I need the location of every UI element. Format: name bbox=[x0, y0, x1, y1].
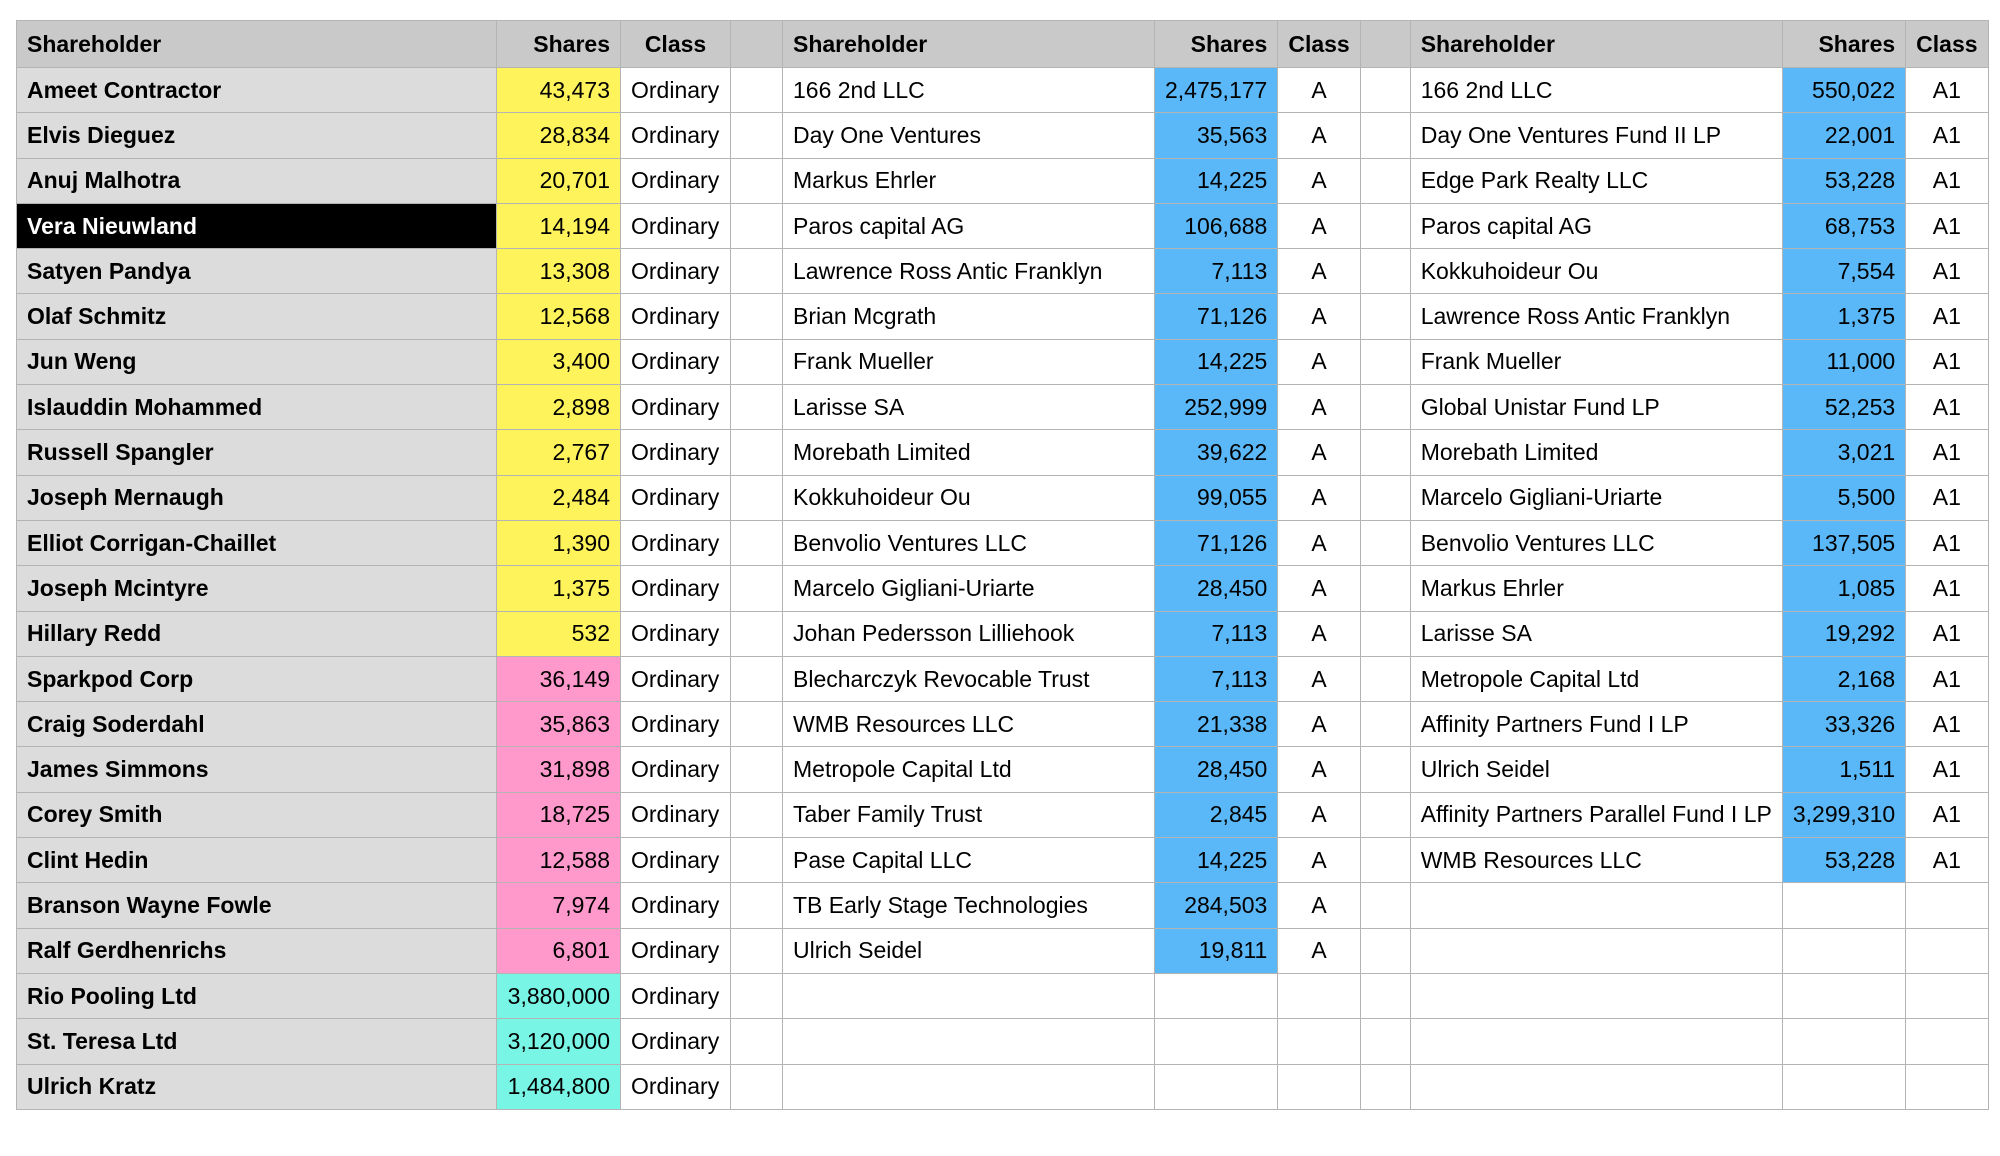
ordinary-shares-cell[interactable]: 18,725 bbox=[497, 792, 621, 837]
class-a-class-cell[interactable]: A bbox=[1278, 792, 1360, 837]
table-row bbox=[17, 339, 1989, 384]
class-a-shareholder-cell[interactable]: Benvolio Ventures LLC bbox=[783, 520, 1155, 565]
class-a1-class-cell[interactable]: A1 bbox=[1906, 611, 1988, 656]
gap-cell[interactable] bbox=[731, 430, 783, 475]
class-a-class-cell[interactable]: A bbox=[1278, 113, 1360, 158]
ordinary-shareholder-cell[interactable]: James Simmons bbox=[17, 747, 497, 792]
gap-cell[interactable] bbox=[1360, 656, 1410, 701]
class-a1-shares-cell[interactable]: 3,021 bbox=[1782, 430, 1905, 475]
ordinary-shares-cell[interactable]: 3,880,000 bbox=[497, 973, 621, 1018]
table-row bbox=[17, 475, 1989, 520]
class-a-shares-cell[interactable]: 14,225 bbox=[1155, 158, 1278, 203]
ordinary-class-cell[interactable]: Ordinary bbox=[621, 1019, 731, 1064]
gap-cell[interactable] bbox=[1360, 475, 1410, 520]
class-a-class-cell[interactable] bbox=[1278, 973, 1360, 1018]
ordinary-shares-cell[interactable]: 7,974 bbox=[497, 883, 621, 928]
class-a1-class-cell[interactable]: A1 bbox=[1906, 838, 1988, 883]
ordinary-shares-cell[interactable]: 35,863 bbox=[497, 702, 621, 747]
class-a1-shares-cell[interactable]: 1,375 bbox=[1782, 294, 1905, 339]
ordinary-class-cell[interactable]: Ordinary bbox=[621, 203, 731, 248]
class-a-shares-cell[interactable]: 19,811 bbox=[1155, 928, 1278, 973]
class-a1-shareholder-cell[interactable]: Metropole Capital Ltd bbox=[1410, 656, 1782, 701]
ordinary-shareholder-cell[interactable]: Ulrich Kratz bbox=[17, 1064, 497, 1109]
ordinary-shares-cell[interactable]: 20,701 bbox=[497, 158, 621, 203]
shareholder-table bbox=[16, 20, 1989, 1110]
class-a1-shareholder-cell[interactable] bbox=[1410, 928, 1782, 973]
class-a-shares-cell[interactable]: 7,113 bbox=[1155, 656, 1278, 701]
table-row bbox=[17, 566, 1989, 611]
class-a1-class-cell[interactable]: A1 bbox=[1906, 158, 1988, 203]
class-a-class-cell[interactable]: A bbox=[1278, 475, 1360, 520]
ordinary-shares-cell[interactable]: 3,400 bbox=[497, 339, 621, 384]
ordinary-shares-cell[interactable]: 1,390 bbox=[497, 520, 621, 565]
class-a1-shares-cell[interactable]: 3,299,310 bbox=[1782, 792, 1905, 837]
gap-cell[interactable] bbox=[731, 249, 783, 294]
gap-cell[interactable] bbox=[1360, 792, 1410, 837]
ordinary-shareholder-cell[interactable]: Branson Wayne Fowle bbox=[17, 883, 497, 928]
gap-cell[interactable] bbox=[731, 158, 783, 203]
class-a1-shareholder-cell[interactable]: Larisse SA bbox=[1410, 611, 1782, 656]
table-row bbox=[17, 385, 1989, 430]
class-a-shareholder-cell[interactable]: Blecharczyk Revocable Trust bbox=[783, 656, 1155, 701]
class-a1-shares-cell[interactable] bbox=[1782, 1064, 1905, 1109]
class-a1-class-cell[interactable]: A1 bbox=[1906, 249, 1988, 294]
class-a1-shares-cell[interactable]: 19,292 bbox=[1782, 611, 1905, 656]
class-a1-shareholder-cell[interactable]: Affinity Partners Fund I LP bbox=[1410, 702, 1782, 747]
class-a1-shareholder-cell[interactable]: Lawrence Ross Antic Franklyn bbox=[1410, 294, 1782, 339]
ordinary-shares-cell[interactable]: 6,801 bbox=[497, 928, 621, 973]
class-a1-shareholder-cell[interactable]: Marcelo Gigliani-Uriarte bbox=[1410, 475, 1782, 520]
ordinary-class-cell[interactable]: Ordinary bbox=[621, 838, 731, 883]
table-row bbox=[17, 430, 1989, 475]
ordinary-shareholder-cell[interactable]: Elliot Corrigan-Chaillet bbox=[17, 520, 497, 565]
ordinary-class-cell[interactable]: Ordinary bbox=[621, 68, 731, 113]
class-a1-shareholder-cell[interactable]: Day One Ventures Fund II LP bbox=[1410, 113, 1782, 158]
gap-header bbox=[1360, 21, 1410, 68]
ordinary-shareholder-cell[interactable]: Craig Soderdahl bbox=[17, 702, 497, 747]
ordinary-class-cell[interactable]: Ordinary bbox=[621, 339, 731, 384]
class-a1-class-cell[interactable] bbox=[1906, 928, 1988, 973]
ordinary-class-cell[interactable]: Ordinary bbox=[621, 566, 731, 611]
class-a-shares-cell[interactable] bbox=[1155, 1064, 1278, 1109]
ordinary-shares-cell[interactable]: 2,767 bbox=[497, 430, 621, 475]
table-row bbox=[17, 973, 1989, 1018]
gap-cell[interactable] bbox=[731, 928, 783, 973]
class-a-shareholder-cell[interactable]: TB Early Stage Technologies bbox=[783, 883, 1155, 928]
class-a-shareholder-cell[interactable]: Taber Family Trust bbox=[783, 792, 1155, 837]
gap-cell[interactable] bbox=[731, 339, 783, 384]
table-row bbox=[17, 928, 1989, 973]
ordinary-class-cell[interactable]: Ordinary bbox=[621, 747, 731, 792]
class-a1-shares-cell[interactable] bbox=[1782, 883, 1905, 928]
class-a1-shareholder-cell[interactable]: WMB Resources LLC bbox=[1410, 838, 1782, 883]
ordinary-shares-cell[interactable]: 2,898 bbox=[497, 385, 621, 430]
class-a-shares-cell[interactable]: 21,338 bbox=[1155, 702, 1278, 747]
class-a1-shares-cell[interactable]: 5,500 bbox=[1782, 475, 1905, 520]
gap-cell[interactable] bbox=[1360, 249, 1410, 294]
class-a-class-cell[interactable]: A bbox=[1278, 339, 1360, 384]
table-row bbox=[17, 1019, 1989, 1064]
ordinary-class-cell[interactable]: Ordinary bbox=[621, 656, 731, 701]
ordinary-shareholder-cell[interactable]: Ralf Gerdhenrichs bbox=[17, 928, 497, 973]
class-a1-class-cell[interactable]: A1 bbox=[1906, 385, 1988, 430]
class-a1-shareholder-cell[interactable] bbox=[1410, 883, 1782, 928]
gap-cell[interactable] bbox=[1360, 203, 1410, 248]
class-a-shares-cell[interactable]: 106,688 bbox=[1155, 203, 1278, 248]
gap-cell[interactable] bbox=[731, 883, 783, 928]
ordinary-class-cell[interactable]: Ordinary bbox=[621, 792, 731, 837]
class-a-class-cell[interactable]: A bbox=[1278, 702, 1360, 747]
gap-cell[interactable] bbox=[731, 520, 783, 565]
ordinary-class-cell[interactable]: Ordinary bbox=[621, 430, 731, 475]
class-a1-shares-cell[interactable]: 7,554 bbox=[1782, 249, 1905, 294]
gap-cell[interactable] bbox=[731, 385, 783, 430]
class-a-class-cell[interactable] bbox=[1278, 1064, 1360, 1109]
table-row bbox=[17, 838, 1989, 883]
ordinary-shares-cell[interactable]: 13,308 bbox=[497, 249, 621, 294]
class-a1-shareholder-cell[interactable] bbox=[1410, 1064, 1782, 1109]
table-row bbox=[17, 792, 1989, 837]
gap-cell[interactable] bbox=[1360, 1019, 1410, 1064]
class-a-class-cell[interactable]: A bbox=[1278, 385, 1360, 430]
ordinary-class-cell[interactable]: Ordinary bbox=[621, 385, 731, 430]
ordinary-shares-cell[interactable]: 532 bbox=[497, 611, 621, 656]
class-a-shareholder-cell[interactable]: WMB Resources LLC bbox=[783, 702, 1155, 747]
class-a-shares-cell[interactable] bbox=[1155, 1019, 1278, 1064]
ordinary-class-cell[interactable]: Ordinary bbox=[621, 475, 731, 520]
class-a1-shares-cell[interactable]: 11,000 bbox=[1782, 339, 1905, 384]
gap-cell[interactable] bbox=[1360, 973, 1410, 1018]
ordinary-class-header: Class bbox=[621, 21, 731, 68]
class-a1-shareholder-cell[interactable]: Affinity Partners Parallel Fund I LP bbox=[1410, 792, 1782, 837]
ordinary-shareholder-cell[interactable]: Rio Pooling Ltd bbox=[17, 973, 497, 1018]
class-a1-class-cell[interactable]: A1 bbox=[1906, 747, 1988, 792]
class-a-class-cell[interactable]: A bbox=[1278, 928, 1360, 973]
ordinary-shareholder-cell[interactable]: Elvis Dieguez bbox=[17, 113, 497, 158]
class-a1-shares-cell[interactable]: 2,168 bbox=[1782, 656, 1905, 701]
ordinary-class-cell[interactable]: Ordinary bbox=[621, 928, 731, 973]
class-a1-shares-cell[interactable]: 33,326 bbox=[1782, 702, 1905, 747]
class-a1-class-cell[interactable]: A1 bbox=[1906, 702, 1988, 747]
ordinary-shares-cell[interactable]: 12,568 bbox=[497, 294, 621, 339]
class-a-class-cell[interactable]: A bbox=[1278, 68, 1360, 113]
gap-cell[interactable] bbox=[731, 475, 783, 520]
table-row bbox=[17, 294, 1989, 339]
ordinary-shares-cell[interactable]: 2,484 bbox=[497, 475, 621, 520]
class-a1-shareholder-cell[interactable]: Benvolio Ventures LLC bbox=[1410, 520, 1782, 565]
class-a1-class-cell[interactable]: A1 bbox=[1906, 520, 1988, 565]
class-a-shareholder-cell[interactable]: Markus Ehrler bbox=[783, 158, 1155, 203]
gap-cell[interactable] bbox=[731, 792, 783, 837]
class-a-class-cell[interactable]: A bbox=[1278, 294, 1360, 339]
gap-cell[interactable] bbox=[731, 747, 783, 792]
class-a1-shares-cell[interactable] bbox=[1782, 1019, 1905, 1064]
gap-cell[interactable] bbox=[731, 973, 783, 1018]
ordinary-class-cell[interactable]: Ordinary bbox=[621, 1064, 731, 1109]
gap-cell[interactable] bbox=[731, 656, 783, 701]
ordinary-shareholder-cell[interactable]: Ameet Contractor bbox=[17, 68, 497, 113]
class-a-shareholder-cell[interactable]: Metropole Capital Ltd bbox=[783, 747, 1155, 792]
table-row bbox=[17, 249, 1989, 294]
class-a1-shares-cell[interactable]: 1,085 bbox=[1782, 566, 1905, 611]
ordinary-shareholder-cell[interactable]: Olaf Schmitz bbox=[17, 294, 497, 339]
class-a-shares-cell[interactable] bbox=[1155, 973, 1278, 1018]
class-a-shares-cell[interactable]: 2,845 bbox=[1155, 792, 1278, 837]
class-a-class-cell[interactable]: A bbox=[1278, 520, 1360, 565]
class-a1-shares-cell[interactable]: 53,228 bbox=[1782, 838, 1905, 883]
class-a-shareholder-cell[interactable]: Ulrich Seidel bbox=[783, 928, 1155, 973]
table-row bbox=[17, 203, 1989, 248]
class-a-shares-cell[interactable]: 2,475,177 bbox=[1155, 68, 1278, 113]
class-a1-shares-cell[interactable]: 137,505 bbox=[1782, 520, 1905, 565]
ordinary-shareholder-cell[interactable]: Russell Spangler bbox=[17, 430, 497, 475]
class-a-class-cell[interactable]: A bbox=[1278, 883, 1360, 928]
class-a-shares-cell[interactable]: 35,563 bbox=[1155, 113, 1278, 158]
ordinary-shares-cell[interactable]: 14,194 bbox=[497, 203, 621, 248]
class-a1-class-cell[interactable]: A1 bbox=[1906, 566, 1988, 611]
class-a1-class-cell[interactable] bbox=[1906, 973, 1988, 1018]
gap-cell[interactable] bbox=[1360, 113, 1410, 158]
table-row bbox=[17, 702, 1989, 747]
ordinary-shares-header: Shares bbox=[497, 21, 621, 68]
gap-cell[interactable] bbox=[1360, 294, 1410, 339]
class-a1-class-cell[interactable]: A1 bbox=[1906, 656, 1988, 701]
class-a1-shareholder-cell[interactable]: Frank Mueller bbox=[1410, 339, 1782, 384]
class-a1-class-cell[interactable]: A1 bbox=[1906, 113, 1988, 158]
class-a1-class-cell[interactable]: A1 bbox=[1906, 294, 1988, 339]
ordinary-shares-cell[interactable]: 43,473 bbox=[497, 68, 621, 113]
ordinary-class-cell[interactable]: Ordinary bbox=[621, 113, 731, 158]
class-a-shareholder-cell[interactable]: Morebath Limited bbox=[783, 430, 1155, 475]
class-a1-shares-cell[interactable] bbox=[1782, 928, 1905, 973]
gap-cell[interactable] bbox=[1360, 838, 1410, 883]
class-a1-shareholder-cell[interactable]: Kokkuhoideur Ou bbox=[1410, 249, 1782, 294]
class-a1-class-cell[interactable] bbox=[1906, 1019, 1988, 1064]
gap-cell[interactable] bbox=[1360, 158, 1410, 203]
ordinary-shareholder-cell[interactable]: Hillary Redd bbox=[17, 611, 497, 656]
class-a-shares-cell[interactable]: 28,450 bbox=[1155, 566, 1278, 611]
class-a1-shares-cell[interactable]: 550,022 bbox=[1782, 68, 1905, 113]
class-a-shareholder-cell[interactable]: Johan Pedersson Lilliehook bbox=[783, 611, 1155, 656]
gap-cell[interactable] bbox=[1360, 566, 1410, 611]
ordinary-shares-cell[interactable]: 31,898 bbox=[497, 747, 621, 792]
class-a1-class-cell[interactable]: A1 bbox=[1906, 792, 1988, 837]
class-a1-shareholder-cell[interactable] bbox=[1410, 1019, 1782, 1064]
class-a-shares-cell[interactable]: 14,225 bbox=[1155, 838, 1278, 883]
class-a1-class-cell[interactable] bbox=[1906, 883, 1988, 928]
class-a1-class-cell[interactable]: A1 bbox=[1906, 68, 1988, 113]
ordinary-shareholder-cell[interactable]: Joseph Mernaugh bbox=[17, 475, 497, 520]
class-a-shareholder-cell[interactable]: Marcelo Gigliani-Uriarte bbox=[783, 566, 1155, 611]
gap-cell[interactable] bbox=[1360, 1064, 1410, 1109]
ordinary-shareholder-cell[interactable]: Sparkpod Corp bbox=[17, 656, 497, 701]
class-a-shareholder-cell[interactable]: Paros capital AG bbox=[783, 203, 1155, 248]
class-a-class-cell[interactable]: A bbox=[1278, 430, 1360, 475]
gap-cell[interactable] bbox=[731, 294, 783, 339]
class-a-shareholder-cell[interactable]: Pase Capital LLC bbox=[783, 838, 1155, 883]
ordinary-class-cell[interactable]: Ordinary bbox=[621, 158, 731, 203]
class-a-shares-cell[interactable]: 252,999 bbox=[1155, 385, 1278, 430]
gap-cell[interactable] bbox=[1360, 430, 1410, 475]
class-a-class-cell[interactable]: A bbox=[1278, 203, 1360, 248]
ordinary-shares-cell[interactable]: 3,120,000 bbox=[497, 1019, 621, 1064]
table-row bbox=[17, 158, 1989, 203]
gap-cell[interactable] bbox=[1360, 702, 1410, 747]
class-a-shareholder-header: Shareholder bbox=[783, 21, 1155, 68]
class-a-shares-cell[interactable]: 14,225 bbox=[1155, 339, 1278, 384]
gap-cell[interactable] bbox=[731, 68, 783, 113]
class-a-shareholder-cell[interactable] bbox=[783, 1064, 1155, 1109]
gap-cell[interactable] bbox=[1360, 385, 1410, 430]
gap-cell[interactable] bbox=[1360, 68, 1410, 113]
class-a-shares-header: Shares bbox=[1155, 21, 1278, 68]
gap-cell[interactable] bbox=[1360, 520, 1410, 565]
class-a1-shareholder-cell[interactable] bbox=[1410, 973, 1782, 1018]
ordinary-shareholder-cell[interactable]: Joseph Mcintyre bbox=[17, 566, 497, 611]
gap-cell[interactable] bbox=[731, 566, 783, 611]
class-a1-shares-cell[interactable]: 1,511 bbox=[1782, 747, 1905, 792]
ordinary-shareholder-cell[interactable]: St. Teresa Ltd bbox=[17, 1019, 497, 1064]
class-a-class-header: Class bbox=[1278, 21, 1360, 68]
class-a-class-cell[interactable]: A bbox=[1278, 747, 1360, 792]
class-a1-class-cell[interactable]: A1 bbox=[1906, 339, 1988, 384]
class-a-shareholder-cell[interactable]: Day One Ventures bbox=[783, 113, 1155, 158]
class-a1-shareholder-cell[interactable]: Global Unistar Fund LP bbox=[1410, 385, 1782, 430]
class-a-shareholder-cell[interactable] bbox=[783, 973, 1155, 1018]
ordinary-shares-cell[interactable]: 28,834 bbox=[497, 113, 621, 158]
ordinary-class-cell[interactable]: Ordinary bbox=[621, 611, 731, 656]
ordinary-shareholder-cell[interactable]: Anuj Malhotra bbox=[17, 158, 497, 203]
class-a-shareholder-cell[interactable]: Frank Mueller bbox=[783, 339, 1155, 384]
table-row bbox=[17, 1064, 1989, 1109]
table-row bbox=[17, 520, 1989, 565]
class-a1-shares-cell[interactable]: 53,228 bbox=[1782, 158, 1905, 203]
table-row bbox=[17, 68, 1989, 113]
class-a1-class-cell[interactable] bbox=[1906, 1064, 1988, 1109]
gap-cell[interactable] bbox=[731, 113, 783, 158]
class-a-shares-cell[interactable]: 99,055 bbox=[1155, 475, 1278, 520]
gap-cell[interactable] bbox=[731, 1064, 783, 1109]
table-row bbox=[17, 611, 1989, 656]
class-a-shares-cell[interactable]: 28,450 bbox=[1155, 747, 1278, 792]
ordinary-shareholder-cell[interactable]: Vera Nieuwland bbox=[17, 203, 497, 248]
gap-cell[interactable] bbox=[1360, 928, 1410, 973]
class-a1-shares-cell[interactable] bbox=[1782, 973, 1905, 1018]
class-a-class-cell[interactable]: A bbox=[1278, 611, 1360, 656]
gap-cell[interactable] bbox=[731, 611, 783, 656]
class-a-shares-cell[interactable]: 71,126 bbox=[1155, 520, 1278, 565]
class-a-shares-cell[interactable]: 7,113 bbox=[1155, 611, 1278, 656]
ordinary-shareholder-cell[interactable]: Clint Hedin bbox=[17, 838, 497, 883]
ordinary-shares-cell[interactable]: 1,484,800 bbox=[497, 1064, 621, 1109]
class-a-shares-cell[interactable]: 39,622 bbox=[1155, 430, 1278, 475]
class-a1-shares-cell[interactable]: 68,753 bbox=[1782, 203, 1905, 248]
class-a-class-cell[interactable]: A bbox=[1278, 838, 1360, 883]
class-a1-class-cell[interactable]: A1 bbox=[1906, 203, 1988, 248]
ordinary-shares-cell[interactable]: 36,149 bbox=[497, 656, 621, 701]
gap-cell[interactable] bbox=[1360, 747, 1410, 792]
class-a1-shareholder-cell[interactable]: Edge Park Realty LLC bbox=[1410, 158, 1782, 203]
class-a-class-cell[interactable]: A bbox=[1278, 656, 1360, 701]
ordinary-shareholder-cell[interactable]: Jun Weng bbox=[17, 339, 497, 384]
table-row bbox=[17, 883, 1989, 928]
ordinary-class-cell[interactable]: Ordinary bbox=[621, 973, 731, 1018]
class-a1-class-cell[interactable]: A1 bbox=[1906, 475, 1988, 520]
ordinary-shareholder-cell[interactable]: Satyen Pandya bbox=[17, 249, 497, 294]
ordinary-class-cell[interactable]: Ordinary bbox=[621, 520, 731, 565]
class-a-class-cell[interactable]: A bbox=[1278, 158, 1360, 203]
class-a-shareholder-cell[interactable]: Kokkuhoideur Ou bbox=[783, 475, 1155, 520]
ordinary-shareholder-header: Shareholder bbox=[17, 21, 497, 68]
ordinary-shares-cell[interactable]: 1,375 bbox=[497, 566, 621, 611]
gap-cell[interactable] bbox=[731, 702, 783, 747]
class-a-class-cell[interactable]: A bbox=[1278, 566, 1360, 611]
ordinary-class-cell[interactable]: Ordinary bbox=[621, 249, 731, 294]
gap-header bbox=[731, 21, 783, 68]
class-a1-shareholder-cell[interactable]: Morebath Limited bbox=[1410, 430, 1782, 475]
header-row bbox=[17, 21, 1989, 68]
class-a1-shareholder-cell[interactable]: Paros capital AG bbox=[1410, 203, 1782, 248]
class-a1-class-cell[interactable]: A1 bbox=[1906, 430, 1988, 475]
table-row bbox=[17, 656, 1989, 701]
class-a-shareholder-cell[interactable]: Larisse SA bbox=[783, 385, 1155, 430]
ordinary-class-cell[interactable]: Ordinary bbox=[621, 702, 731, 747]
class-a-shareholder-cell[interactable]: 166 2nd LLC bbox=[783, 68, 1155, 113]
gap-cell[interactable] bbox=[1360, 611, 1410, 656]
class-a-shareholder-cell[interactable] bbox=[783, 1019, 1155, 1064]
gap-cell[interactable] bbox=[731, 1019, 783, 1064]
class-a-shares-cell[interactable]: 71,126 bbox=[1155, 294, 1278, 339]
class-a-shares-cell[interactable]: 284,503 bbox=[1155, 883, 1278, 928]
class-a-class-cell[interactable]: A bbox=[1278, 249, 1360, 294]
class-a1-shareholder-cell[interactable]: 166 2nd LLC bbox=[1410, 68, 1782, 113]
gap-cell[interactable] bbox=[1360, 339, 1410, 384]
gap-cell[interactable] bbox=[731, 838, 783, 883]
table-row bbox=[17, 113, 1989, 158]
class-a1-shareholder-cell[interactable]: Ulrich Seidel bbox=[1410, 747, 1782, 792]
class-a1-class-header: Class bbox=[1906, 21, 1988, 68]
class-a-shares-cell[interactable]: 7,113 bbox=[1155, 249, 1278, 294]
class-a-class-cell[interactable] bbox=[1278, 1019, 1360, 1064]
class-a1-shares-header: Shares bbox=[1782, 21, 1905, 68]
class-a-shareholder-cell[interactable]: Lawrence Ross Antic Franklyn bbox=[783, 249, 1155, 294]
gap-cell[interactable] bbox=[1360, 883, 1410, 928]
class-a1-shares-cell[interactable]: 22,001 bbox=[1782, 113, 1905, 158]
gap-cell[interactable] bbox=[731, 203, 783, 248]
table-row bbox=[17, 747, 1989, 792]
ordinary-class-cell[interactable]: Ordinary bbox=[621, 883, 731, 928]
ordinary-shares-cell[interactable]: 12,588 bbox=[497, 838, 621, 883]
ordinary-shareholder-cell[interactable]: Corey Smith bbox=[17, 792, 497, 837]
class-a-shareholder-cell[interactable]: Brian Mcgrath bbox=[783, 294, 1155, 339]
ordinary-shareholder-cell[interactable]: Islauddin Mohammed bbox=[17, 385, 497, 430]
class-a1-shareholder-cell[interactable]: Markus Ehrler bbox=[1410, 566, 1782, 611]
class-a1-shares-cell[interactable]: 52,253 bbox=[1782, 385, 1905, 430]
ordinary-class-cell[interactable]: Ordinary bbox=[621, 294, 731, 339]
class-a1-shareholder-header: Shareholder bbox=[1410, 21, 1782, 68]
